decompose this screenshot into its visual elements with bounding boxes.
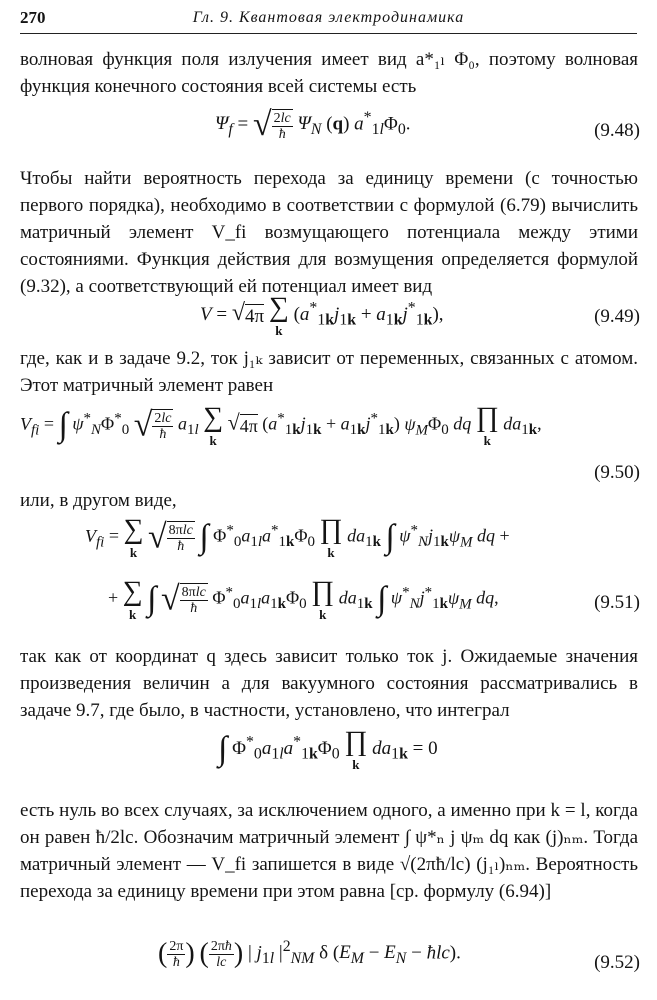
paragraph-1: волновая функция поля излучения имеет вид a*₁ₗ Φ₀, поэтому волновая функция конечного состояния всей системы есть: [20, 49, 638, 97]
equation-9-50-body: $V_{fi}$ = ∫ $\psi^*_N\Phi^*_0$ √ $\frac{2lc}{ħ}$ $a_{1l}$ ∑ k √4π $(a^*_{1k}j_{1k} + a_{1k}j^*_{1k})$ $\psi_M\Phi_0$ dq ∏ k $da_{1k}$,: [20, 402, 542, 448]
header-rule: [20, 33, 637, 34]
equation-number-9-51: (9.51): [594, 592, 640, 613]
equation-number-9-48: (9.48): [594, 120, 640, 141]
equation-9-51-line-1: $V_{fi}$ = ∑ k √ $\frac{\text{8πlc}}{ħ}$ ∫ $\Phi^*_0a_{1l}a^*_{1k}\Phi_0$ ∏ k $da_{1k}$ ∫ $\psi^*_Nj_{1k}\psi_M$ dq +: [85, 514, 510, 560]
equation-9-52: [20, 938, 640, 990]
paragraph-5: так как от координат q здесь зависит только ток j. Ожидаемые значения произведения величин a для вакуумного состояния рассматривались в задаче 9.7, где было, в частности, установлено, что интеграл: [20, 646, 638, 721]
equation-9-50: [20, 404, 640, 494]
page-header: [20, 8, 637, 32]
equation-number-9-52: (9.52): [594, 952, 640, 973]
equation-number-9-50: (9.50): [594, 462, 640, 483]
page-number: 270: [20, 8, 46, 27]
equation-9-49-body: V = √4π ∑ k $(a^*_{1k}j_{1k} + a_{1k}j^*_{1k})$,: [200, 292, 444, 338]
equation-integral-vacuum: [20, 728, 640, 790]
paragraph-3: где, как и в задаче 9.2, ток j₁ₖ зависит от переменных, связанных с атомом. Этот матричный элемент равен: [20, 348, 638, 396]
paragraph-6: есть нуль во всех случаях, за исключением одного, а именно при k = l, когда он равен ħ/2lc. Обозначим матричный элемент ∫ ψ*ₙ j ψₘ dq как (j)ₙₘ. Тогда матричный элемент — V_fi запишется в виде √(2πħ/lc) (j₁ₗ)ₙₘ. Вероятность перехода за единицу времени при этом равна [ср. формулу (6.94)]: [20, 800, 638, 902]
equation-9-52-body: ( $\frac{2\pi}{ħ}$ ) ( $\frac{2\pi ħ}{lc}$ ) | $j_{1l}$ $|^2_{NM}$ δ ($E_M - E_N$ − ħlc).: [158, 938, 461, 970]
paragraph-2: Чтобы найти вероятность перехода за единицу времени (с точностью первого порядка), необходимо в соответствии с формулой (6.79) вычислить матричный элемент V_fi возмущающего потенциала между этими состояниями. Функция действия для возмущения определяется формулой (9.32), а соответствующий ей потенциал имеет вид: [20, 168, 638, 297]
equation-9-51: [20, 516, 640, 640]
equation-9-48-body: $\Psi_f$ = √ $\frac{2lc}{ħ}$ $\Psi_N$ (q) $a^*_{1l}\Phi_0$.: [215, 106, 411, 143]
paragraph-4: или, в другом виде,: [20, 490, 177, 511]
equation-number-9-49: (9.49): [594, 306, 640, 327]
running-title: Гл. 9. Квантовая электродинамика: [192, 9, 465, 26]
equation-9-48: [20, 108, 640, 152]
equation-9-49: [20, 294, 640, 344]
equation-9-51-line-2: + ∑ k ∫ √ $\frac{\text{8πlc}}{ħ}$ $\Phi^*_0a_{1l}a_{1k}\Phi_0$ ∏ k $da_{1k}$ ∫ $\psi^*_Nj^*_{1k}\psi_M$ dq,: [108, 576, 499, 622]
equation-integral-vacuum-body: ∫ $\Phi^*_0a_{1l}a^*_{1k}\Phi_0$ ∏ k $da_{1k} = 0$: [218, 726, 438, 772]
